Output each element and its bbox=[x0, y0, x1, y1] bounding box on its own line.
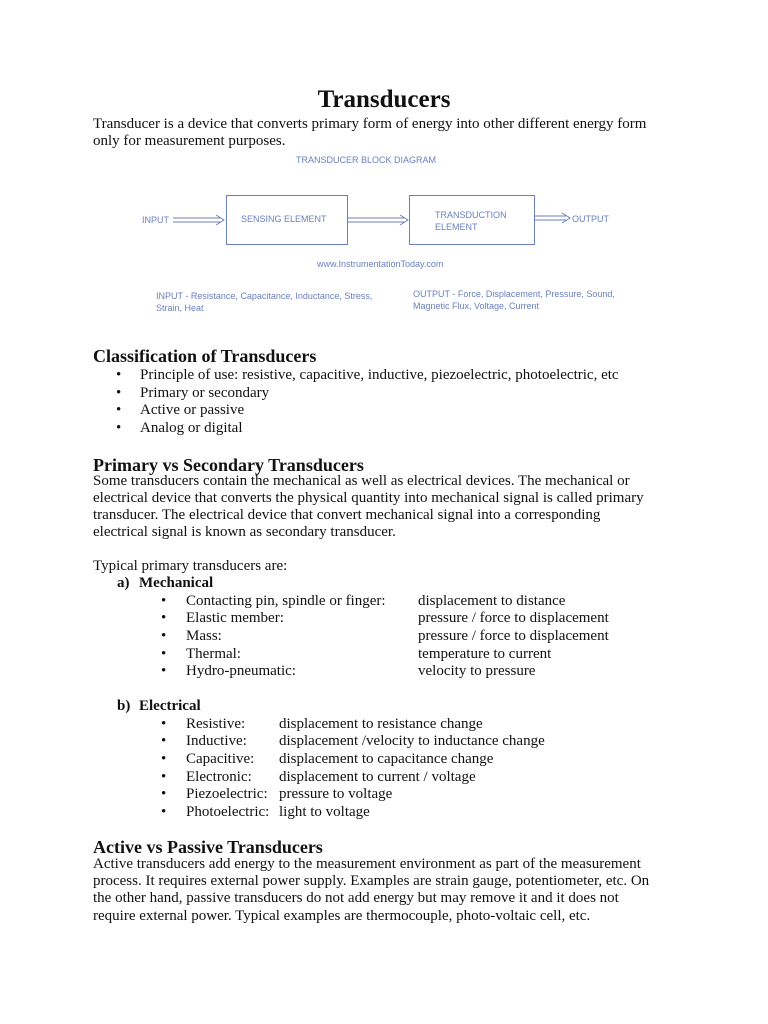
bullet: • bbox=[161, 733, 167, 749]
bullet: • bbox=[161, 646, 167, 662]
bullet: • bbox=[116, 367, 122, 383]
input-note-line-2: Strain, Heat bbox=[156, 303, 204, 313]
output-note-line-2: Magnetic Flux, Voltage, Current bbox=[413, 301, 540, 311]
bullet: • bbox=[161, 663, 167, 679]
paragraph-line: transducer. The electrical device that convert mechanical signal into a corresponding bbox=[93, 507, 601, 523]
electrical-name: Inductive: bbox=[186, 733, 247, 749]
electrical-heading: Electrical bbox=[139, 698, 201, 714]
bullet: • bbox=[116, 402, 122, 418]
electrical-desc: pressure to voltage bbox=[279, 786, 393, 802]
intro-line-1: Transducer is a device that converts primary form of energy into other different energy form bbox=[93, 116, 647, 132]
input-note-line-1: INPUT - Resistance, Capacitance, Inductance, Stress, bbox=[156, 291, 373, 301]
electrical-desc: displacement to current / voltage bbox=[279, 769, 476, 785]
electrical-name: Photoelectric: bbox=[186, 804, 270, 820]
mechanical-name: Hydro-pneumatic: bbox=[186, 663, 296, 679]
mechanical-heading: Mechanical bbox=[139, 575, 214, 591]
bullet: • bbox=[161, 804, 167, 820]
list-item: Primary or secondary bbox=[140, 385, 270, 401]
paragraph-line: require external power. Typical examples are thermocouple, photo-voltaic cell, etc. bbox=[93, 908, 591, 924]
mechanical-desc: pressure / force to displacement bbox=[418, 610, 609, 626]
list-item: Active or passive bbox=[140, 402, 245, 418]
bullet: • bbox=[161, 769, 167, 785]
intro-line-2: only for measurement purposes. bbox=[93, 133, 286, 149]
output-note-line-1: OUTPUT - Force, Displacement, Pressure, Sound, bbox=[413, 289, 615, 299]
mechanical-desc: pressure / force to displacement bbox=[418, 628, 609, 644]
electrical-desc: displacement to resistance change bbox=[279, 716, 483, 732]
paragraph-line: electrical device that converts the physical quantity into mechanical signal is called primary bbox=[93, 490, 644, 506]
classification-heading: Classification of Transducers bbox=[93, 346, 317, 366]
active-passive-heading: Active vs Passive Transducers bbox=[93, 837, 323, 857]
diagram-caption: TRANSDUCER BLOCK DIAGRAM bbox=[296, 155, 437, 165]
bullet: • bbox=[116, 385, 122, 401]
paragraph-line: the other hand, passive transducers do not add energy but may remove it and it does not bbox=[93, 890, 619, 906]
mechanical-desc: temperature to current bbox=[418, 646, 552, 662]
electrical-name: Capacitive: bbox=[186, 751, 255, 767]
electrical-name: Resistive: bbox=[186, 716, 246, 732]
bullet: • bbox=[161, 610, 167, 626]
mechanical-name: Elastic member: bbox=[186, 610, 284, 626]
mechanical-desc: velocity to pressure bbox=[418, 663, 536, 679]
list-item: Analog or digital bbox=[140, 420, 243, 436]
bullet: • bbox=[161, 628, 167, 644]
paragraph-line: electrical signal is known as secondary transducer. bbox=[93, 524, 396, 540]
transduction-label-line-1: TRANSDUCTION bbox=[435, 210, 507, 220]
diagram-input-label: INPUT bbox=[142, 215, 169, 225]
electrical-desc: displacement /velocity to inductance change bbox=[279, 733, 545, 749]
electrical-name: Electronic: bbox=[186, 769, 252, 785]
page-title: Transducers bbox=[317, 86, 451, 113]
mechanical-name: Thermal: bbox=[186, 646, 241, 662]
bullet: • bbox=[161, 786, 167, 802]
sensing-element-label: SENSING ELEMENT bbox=[241, 214, 327, 224]
bullet: • bbox=[161, 593, 167, 609]
primary-secondary-heading: Primary vs Secondary Transducers bbox=[93, 455, 364, 475]
mechanical-name: Mass: bbox=[186, 628, 222, 644]
electrical-desc: light to voltage bbox=[279, 804, 370, 820]
mechanical-desc: displacement to distance bbox=[418, 593, 566, 609]
typical-primary-label: Typical primary transducers are: bbox=[93, 558, 288, 574]
bullet: • bbox=[116, 420, 122, 436]
electrical-marker: b) bbox=[117, 698, 131, 714]
paragraph-line: Active transducers add energy to the measurement environment as part of the measurement bbox=[93, 856, 641, 872]
paragraph-line: process. It requires external power supply. Examples are strain gauge, potentiometer, etc. On bbox=[93, 873, 650, 889]
bullet: • bbox=[161, 751, 167, 767]
transduction-label-line-2: ELEMENT bbox=[435, 222, 478, 232]
diagram-website: www.InstrumentationToday.com bbox=[317, 259, 444, 269]
diagram-output-label: OUTPUT bbox=[572, 214, 609, 224]
electrical-name: Piezoelectric: bbox=[186, 786, 268, 802]
paragraph-line: Some transducers contain the mechanical as well as electrical devices. The mechanical or bbox=[93, 473, 630, 489]
electrical-desc: displacement to capacitance change bbox=[279, 751, 494, 767]
mechanical-marker: a) bbox=[117, 575, 130, 591]
list-item: Principle of use: resistive, capacitive, inductive, piezoelectric, photoelectric, etc bbox=[140, 367, 619, 383]
mechanical-name: Contacting pin, spindle or finger: bbox=[186, 593, 386, 609]
bullet: • bbox=[161, 716, 167, 732]
